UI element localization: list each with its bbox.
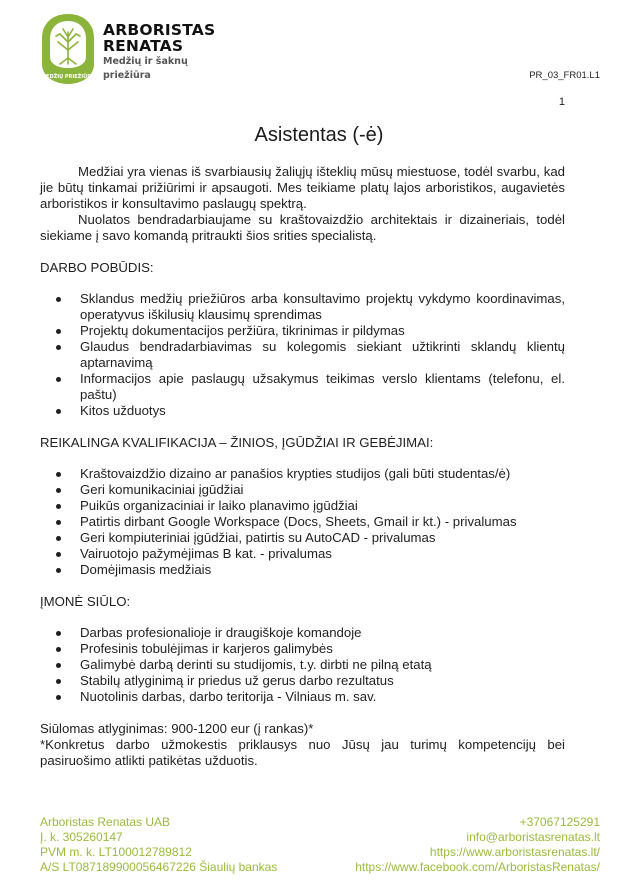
footer-email-link[interactable]: info@arboristasrenatas.lt bbox=[466, 830, 600, 844]
section-heading-company-offers: ĮMONĖ SIŪLO: bbox=[40, 594, 131, 609]
intro-paragraph-2: Nuolatos bendradarbiaujame su kraštovaizdžio architektais ir dizaineriais, todėl siekiame į savo komandą pritraukti šios srities specialistą. bbox=[40, 212, 565, 243]
svg-text:MEDŽIŲ PRIEŽIŪRA: MEDŽIŲ PRIEŽIŪRA bbox=[41, 74, 95, 80]
footer-company-name: Arboristas Renatas UAB bbox=[40, 815, 171, 829]
salary-offer: Siūlomas atlyginimas: 900-1200 eur (į rankas)* bbox=[40, 721, 314, 736]
list-item: Puikūs organizaciniai ir laiko planavimo įgūdžiai bbox=[80, 498, 565, 514]
list-item: Geri kompiuteriniai įgūdžiai, patirtis su AutoCAD - privalumas bbox=[80, 530, 565, 546]
brand-name-line2: RENATAS bbox=[103, 37, 184, 55]
list-item: Profesinis tobulėjimas ir karjeros galimybės bbox=[80, 641, 565, 657]
list-item: Projektų dokumentacijos peržiūra, tikrinimas ir pildymas bbox=[80, 323, 565, 339]
list-item: Informacijos apie paslaugų užsakymus teikimas verslo klientams (telefonu, el. paštu) bbox=[80, 371, 565, 402]
section-heading-qualifications: REIKALINGA KVALIFIKACIJA – ŽINIOS, ĮGŪDŽIAI IR GEBĖJIMAI: bbox=[40, 435, 434, 450]
section-heading-work-nature: DARBO POBŪDIS: bbox=[40, 260, 154, 275]
list-item: Darbas profesionalioje ir draugiškoje komandoje bbox=[80, 625, 565, 641]
tagline-line2: priežiūra bbox=[103, 69, 151, 81]
list-item: Sklandus medžių priežiūros arba konsultavimo projektų vykdymo koordinavimas, operatyvus iškilusių klausimų sprendimas bbox=[80, 291, 565, 322]
footer-phone[interactable]: +37067125291 bbox=[519, 815, 600, 829]
tree-logo-icon bbox=[40, 12, 96, 86]
company-offers-list bbox=[40, 625, 565, 705]
document-body bbox=[40, 164, 565, 769]
intro-paragraph-1: Medžiai yra vienas iš svarbiausių žaliųjų išteklių mūsų miestuose, todėl svarbu, kad jie būtų tinkamai prižiūrimi ir apsaugoti. Mes teikiame platų lajos arboristikos, augavietės arboristikos ir konsultavimo paslaugų spektrą. bbox=[40, 164, 565, 211]
work-nature-list bbox=[40, 291, 565, 419]
list-item: Patirtis dirbant Google Workspace (Docs, Sheets, Gmail ir kt.) - privalumas bbox=[80, 514, 565, 530]
footer-bank-account: A/S LT087189900056467226 Šiaulių bankas bbox=[40, 860, 278, 874]
list-item: Geri komunikaciniai įgūdžiai bbox=[80, 482, 565, 498]
footer-company-details bbox=[40, 815, 277, 875]
footer-vat-code: PVM m. k. LT100012789812 bbox=[40, 845, 192, 859]
footer-company-code: Į. k. 305260147 bbox=[40, 830, 123, 844]
page-title: Asistentas (-ė) bbox=[254, 124, 384, 146]
list-item: Galimybė darbą derinti su studijomis, t.y. dirbti ne pilną etatą bbox=[80, 657, 565, 673]
qualifications-list bbox=[40, 466, 565, 578]
tagline-line1: Medžių ir šaknų bbox=[103, 56, 188, 67]
list-item: Kraštovaizdžio dizaino ar panašios krypties studijos (gali būti studentas/ė) bbox=[80, 466, 565, 482]
list-item: Nuotolinis darbas, darbo teritorija - Vilniaus m. sav. bbox=[80, 689, 565, 705]
list-item: Vairuotojo pažymėjimas B kat. - privalumas bbox=[80, 546, 565, 562]
footer-contacts bbox=[355, 815, 600, 875]
list-item: Kitos užduotys bbox=[80, 403, 565, 419]
page-number: 1 bbox=[558, 96, 565, 108]
list-item: Stabilų atlyginimą ir priedus už gerus darbo rezultatus bbox=[80, 673, 565, 689]
list-item: Domėjimasis medžiais bbox=[80, 562, 565, 578]
salary-note: *Konkretus darbo užmokestis priklausys nuo Jūsų jau turimų kompetencijų bei pasiruošimo atlikti patikėtas užduotis. bbox=[40, 737, 565, 768]
footer-website-link[interactable]: https://www.arboristasrenatas.lt/ bbox=[429, 845, 600, 859]
list-item: Glaudus bendradarbiavimas su kolegomis siekiant užtikrinti sklandų klientų aptarnavimą bbox=[80, 339, 565, 370]
footer-facebook-link[interactable]: https://www.facebook.com/ArboristasRenatas/ bbox=[355, 860, 600, 874]
brand-name-line1: ARBORISTAS bbox=[103, 21, 216, 39]
document-code: PR_03_FR01.L1 bbox=[529, 70, 600, 81]
brand-block bbox=[103, 22, 215, 81]
